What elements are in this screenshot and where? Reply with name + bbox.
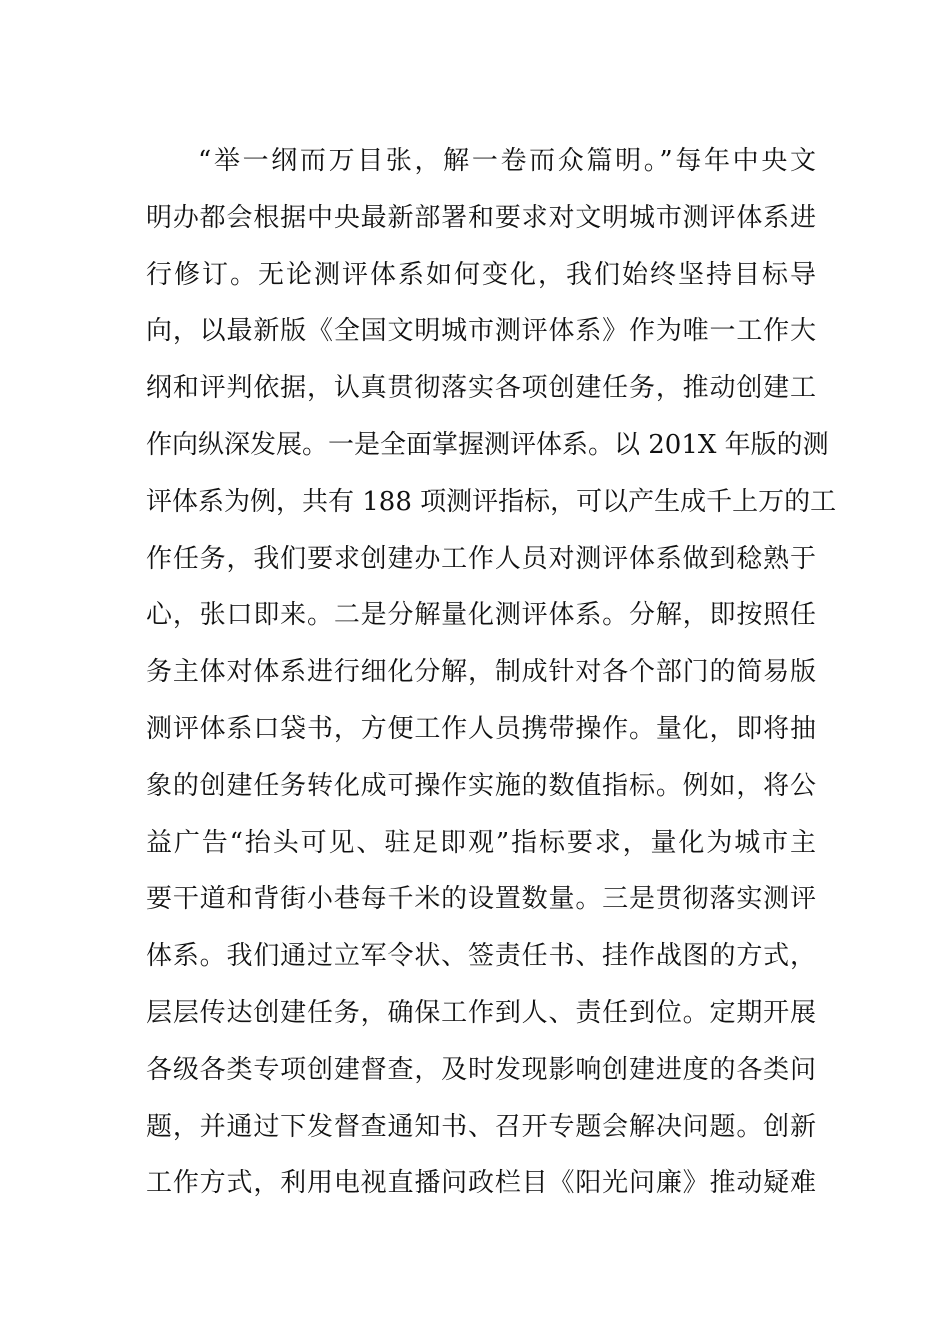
text-line: 益广告“抬头可见、驻足即观”指标要求，量化为城市主 [146,827,816,858]
text-line: 测评体系口袋书，方便工作人员携带操作。量化，即将抽 [146,713,816,744]
body-paragraph [146,133,837,1212]
text-line: 纲和评判依据，认真贯彻落实各项创建任务，推动创建工 [146,373,816,404]
text-line: 层层传达创建任务，确保工作到人、责任到位。定期开展 [146,997,816,1028]
text-line: 行修订。无论测评体系如何变化，我们始终坚持目标导 [146,259,816,290]
text-line: 作任务，我们要求创建办工作人员对测评体系做到稔熟于 [146,543,816,574]
text-line: 要干道和背街小巷每千米的设置数量。三是贯彻落实测评 [146,884,816,915]
text-line: 体系。我们通过立军令状、签责任书、挂作战图的方式， [146,941,816,972]
text-line: 题，并通过下发督查通知书、召开专题会解决问题。创新 [146,1111,816,1142]
text-line: 评体系为例，共有 188 项测评指标，可以产生成千上万的工 [146,486,837,517]
text-line: “举一纲而万目张，解一卷而众篇明。”每年中央文 [198,146,816,176]
text-line: 象的创建任务转化成可操作实施的数值指标。例如，将公 [146,770,816,801]
text-line: 心，张口即来。二是分解量化测评体系。分解，即按照任 [146,600,816,631]
text-line: 各级各类专项创建督查，及时发现影响创建进度的各类问 [146,1054,816,1085]
text-line: 作向纵深发展。一是全面掌握测评体系。以 201X 年版的测 [146,429,829,460]
text-line: 向，以最新版《全国文明城市测评体系》作为唯一工作大 [146,316,816,347]
text-line: 务主体对体系进行细化分解，制成针对各个部门的简易版 [146,657,816,688]
text-line: 工作方式，利用电视直播问政栏目《阳光问廉》推动疑难 [146,1168,816,1199]
text-line: 明办都会根据中央最新部署和要求对文明城市测评体系进 [146,202,816,233]
